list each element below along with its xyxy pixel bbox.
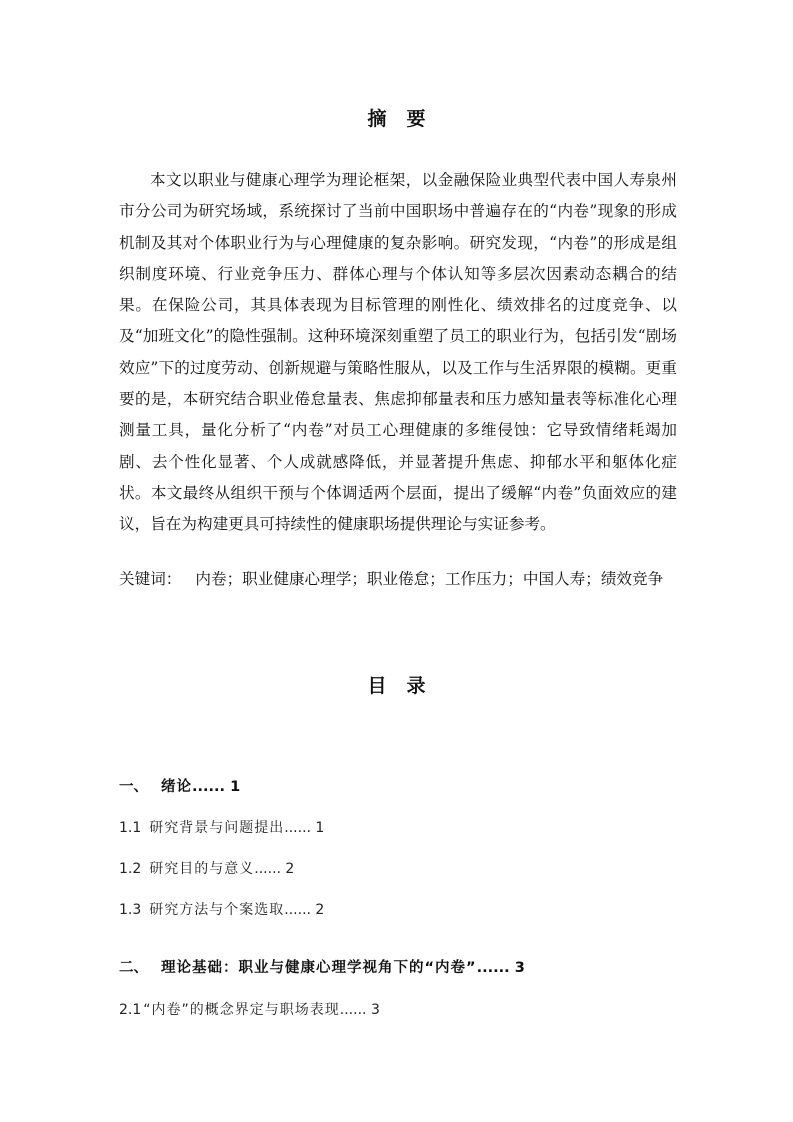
toc-title-char-2: 录 [406, 675, 426, 697]
toc-entry-text: 研究方法与个案选取 [149, 902, 285, 918]
toc-entry-dots: ...... [476, 960, 510, 976]
keywords-label: 关键词： [119, 570, 182, 588]
toc-title [0, 671, 793, 698]
toc-entry-page: 2 [285, 861, 295, 877]
toc-entry-text: 绪论 [161, 779, 192, 795]
toc-entry-1[interactable] [119, 777, 240, 797]
toc-entry-dots: ...... [254, 861, 281, 877]
toc-entry-2[interactable] [119, 958, 525, 978]
toc-entry-dots: ...... [284, 820, 311, 836]
toc-entry-number: 2.1 [119, 1002, 142, 1018]
toc-entry-text: 研究目的与意义 [149, 861, 255, 877]
toc-entry-number: 1.1 [119, 820, 142, 836]
abstract-body: 本文以职业与健康心理学为理论框架，以金融保险业典型代表中国人寿泉州市分公司为研究场域，系统探讨了当前中国职场中普遍存在的“内卷”现象的形成机制及其对个体职业行为与心理健康的复杂影响。研究发现，“内卷”的形成是组织制度环境、行业竞争压力、群体心理与个体认知等多层次因素动态耦合的结果。在保险公司，其具体表现为目标管理的刚性化、绩效排名的过度竞争、以及“加班文化”的隐性强制。这种环境深刻重塑了员工的职业行为，包括引发“剧场效应”下的过度劳动、创新规避与策略性服从，以及工作与生活界限的模糊。更重要的是，本研究结合职业倦怠量表、焦虑抑郁量表和压力感知量表等标准化心理测量工具，量化分析了“内卷”对员工心理健康的多维侵蚀：它导致情绪耗竭加剧、去个性化显著、个人成就感降低，并显著提升焦虑、抑郁水平和躯体化症状。本文最终从组织干预与个体调适两个层面，提出了缓解“内卷”负面效应的建议，旨在为构建更具可持续性的健康职场提供理论与实证参考。 [119, 171, 677, 534]
toc-entry-page: 1 [315, 820, 325, 836]
toc-entry-1-1[interactable] [119, 818, 324, 838]
keywords-line [119, 567, 699, 591]
toc-entry-number: 二、 [119, 960, 148, 976]
keywords-list: 内卷；职业健康心理学；职业倦怠；工作压力；中国人寿；绩效竞争 [195, 570, 664, 588]
toc-entry-page: 3 [370, 1002, 380, 1018]
toc-entry-text: 理论基础：职业与健康心理学视角下的“内卷” [161, 960, 477, 976]
toc-entry-dots: ...... [284, 902, 311, 918]
toc-entry-number: 1.2 [119, 861, 142, 877]
toc-entry-2-1[interactable] [119, 1000, 380, 1020]
toc-entry-1-2[interactable] [119, 859, 294, 879]
toc-entry-dots: ...... [192, 779, 226, 795]
toc-entry-page: 2 [315, 902, 325, 918]
toc-entry-page: 1 [230, 779, 241, 795]
toc-entry-page: 3 [514, 960, 525, 976]
toc-entry-number: 一、 [119, 779, 148, 795]
toc-entry-text: “内卷”的概念界定与职场表现 [143, 1002, 340, 1018]
toc-entry-dots: ...... [339, 1002, 367, 1018]
toc-entry-1-3[interactable] [119, 900, 324, 920]
abstract-title [0, 104, 793, 131]
toc-title-char-1: 目 [367, 675, 387, 697]
toc-entry-number: 1.3 [119, 902, 142, 918]
abstract-title-char-2: 要 [406, 108, 426, 130]
abstract-title-char-1: 摘 [367, 108, 387, 130]
toc-entry-text: 研究背景与问题提出 [149, 820, 285, 836]
